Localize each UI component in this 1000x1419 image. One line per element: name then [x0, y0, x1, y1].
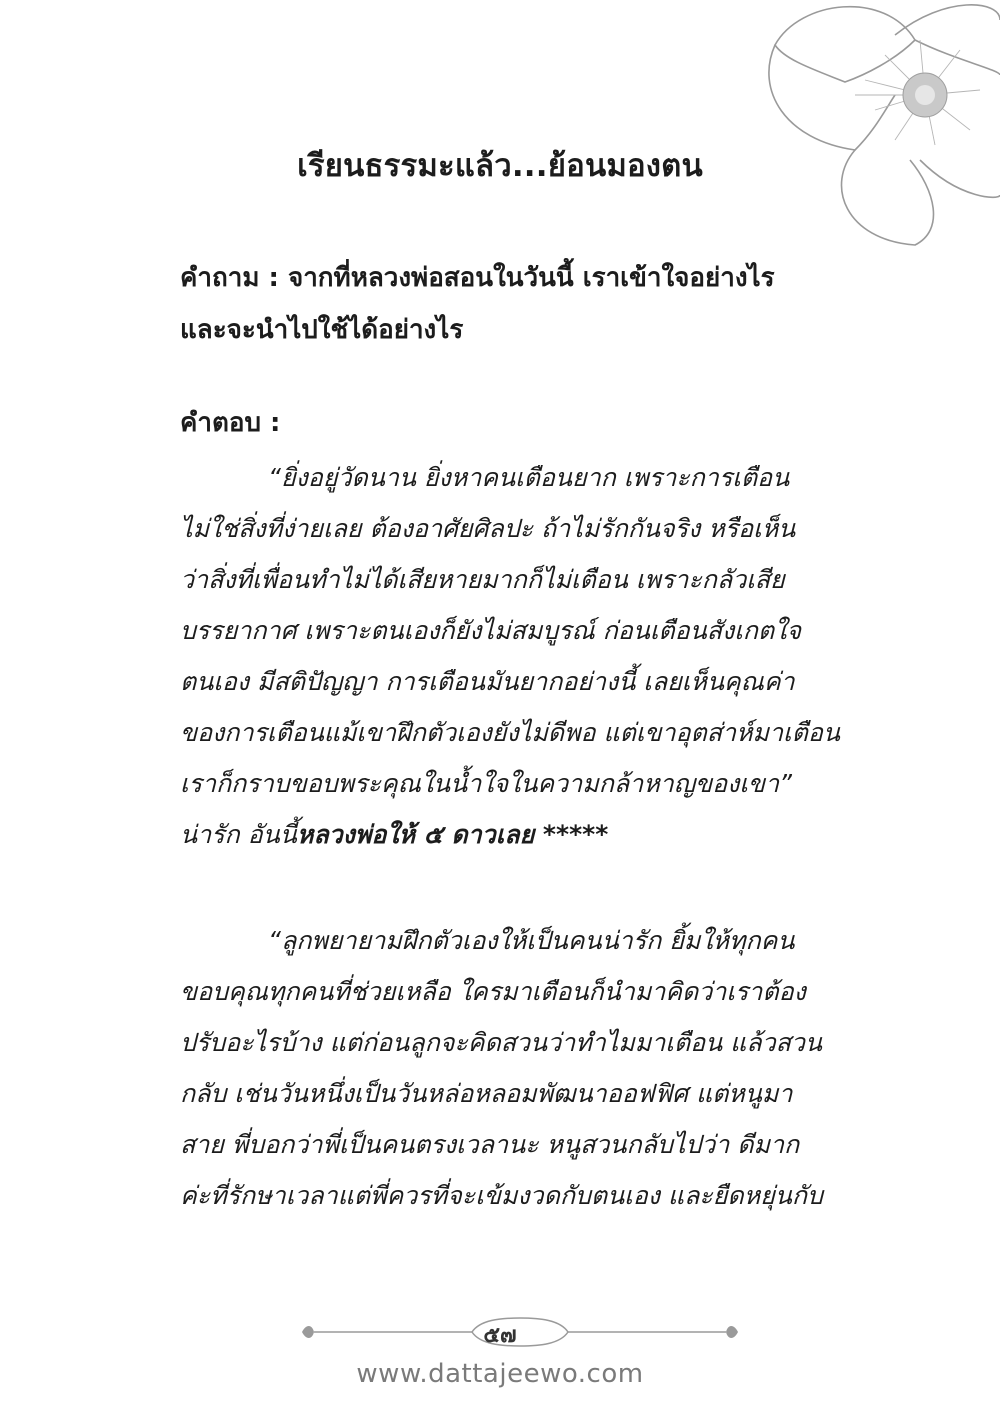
question-line: คำถาม : จากที่หลวงพ่อสอนในวันนี้ เราเข้าใจอย่างไร [180, 263, 775, 293]
page-number: ๕๗ [483, 1323, 517, 1348]
answer-label: คำตอบ : [180, 408, 281, 438]
paragraph-line: ขอบคุณทุกคนที่ช่วยเหลือ ใครมาเตือนก็นำมาคิดว่าเราต้อง [180, 977, 806, 1006]
website-url[interactable]: www.dattajeewo.com [356, 1359, 644, 1389]
paragraph-line: ของการเตือนแม้เขาฝึกตัวเองยังไม่ดีพอ แต่เขาอุตส่าห์มาเตือน [180, 718, 840, 747]
paragraph-line: บรรยากาศ เพราะตนเองก็ยังไม่สมบูรณ์ ก่อนเตือนสังเกตใจ [180, 616, 801, 645]
paragraph-line: “ยิ่งอยู่วัดนาน ยิ่งหาคนเตือนยาก เพราะการเตือน [268, 463, 790, 492]
paragraph-closing-line [180, 809, 860, 860]
paragraph-line: ค่ะที่รักษาเวลาแต่พี่ควรที่จะเข้มงวดกับตนเอง และยืดหยุ่นกับ [180, 1181, 823, 1210]
paragraph-line: สาย พี่บอกว่าพี่เป็นคนตรงเวลานะ หนูสวนกลับไปว่า ดีมาก [180, 1130, 800, 1159]
paragraph-line: เราก็กราบขอบพระคุณในน้ำใจในความกล้าหาญของเขา” [180, 769, 792, 798]
answer-paragraph-2 [180, 915, 860, 1221]
paragraph-line: ไม่ใช่สิ่งที่ง่ายเลย ต้องอาศัยศิลปะ ถ้าไม่รักกันจริง หรือเห็น [180, 514, 796, 543]
five-stars-rating-text: หลวงพ่อให้ ๕ ดาวเลย ***** [296, 820, 609, 849]
page-title: เรียนธรรมะแล้ว...ย้อนมองตน [297, 148, 703, 184]
closing-plain-text: น่ารัก อันนี้ [180, 820, 297, 849]
question-block [180, 252, 860, 356]
paragraph-line: “ลูกพยายามฝึกตัวเองให้เป็นคนน่ารัก ยิ้มให้ทุกคน [268, 926, 795, 955]
flower-decoration [745, 0, 1000, 250]
answer-paragraph-1 [180, 452, 860, 860]
paragraph-line: ว่าสิ่งที่เพื่อนทำไม่ได้เสียหายมากก็ไม่เตือน เพราะกลัวเสีย [180, 565, 785, 594]
question-line: และจะนำไปใช้ได้อย่างไร [180, 315, 464, 345]
paragraph-line: กลับ เช่นวันหนึ่งเป็นวันหล่อหลอมพัฒนาออฟฟิศ แต่หนูมา [180, 1079, 793, 1108]
paragraph-line: ปรับอะไรบ้าง แต่ก่อนลูกจะคิดสวนว่าทำไมมาเตือน แล้วสวน [180, 1028, 822, 1057]
paragraph-line: ตนเอง มีสติปัญญา การเตือนมันยากอย่างนี้ เลยเห็นคุณค่า [180, 667, 795, 696]
